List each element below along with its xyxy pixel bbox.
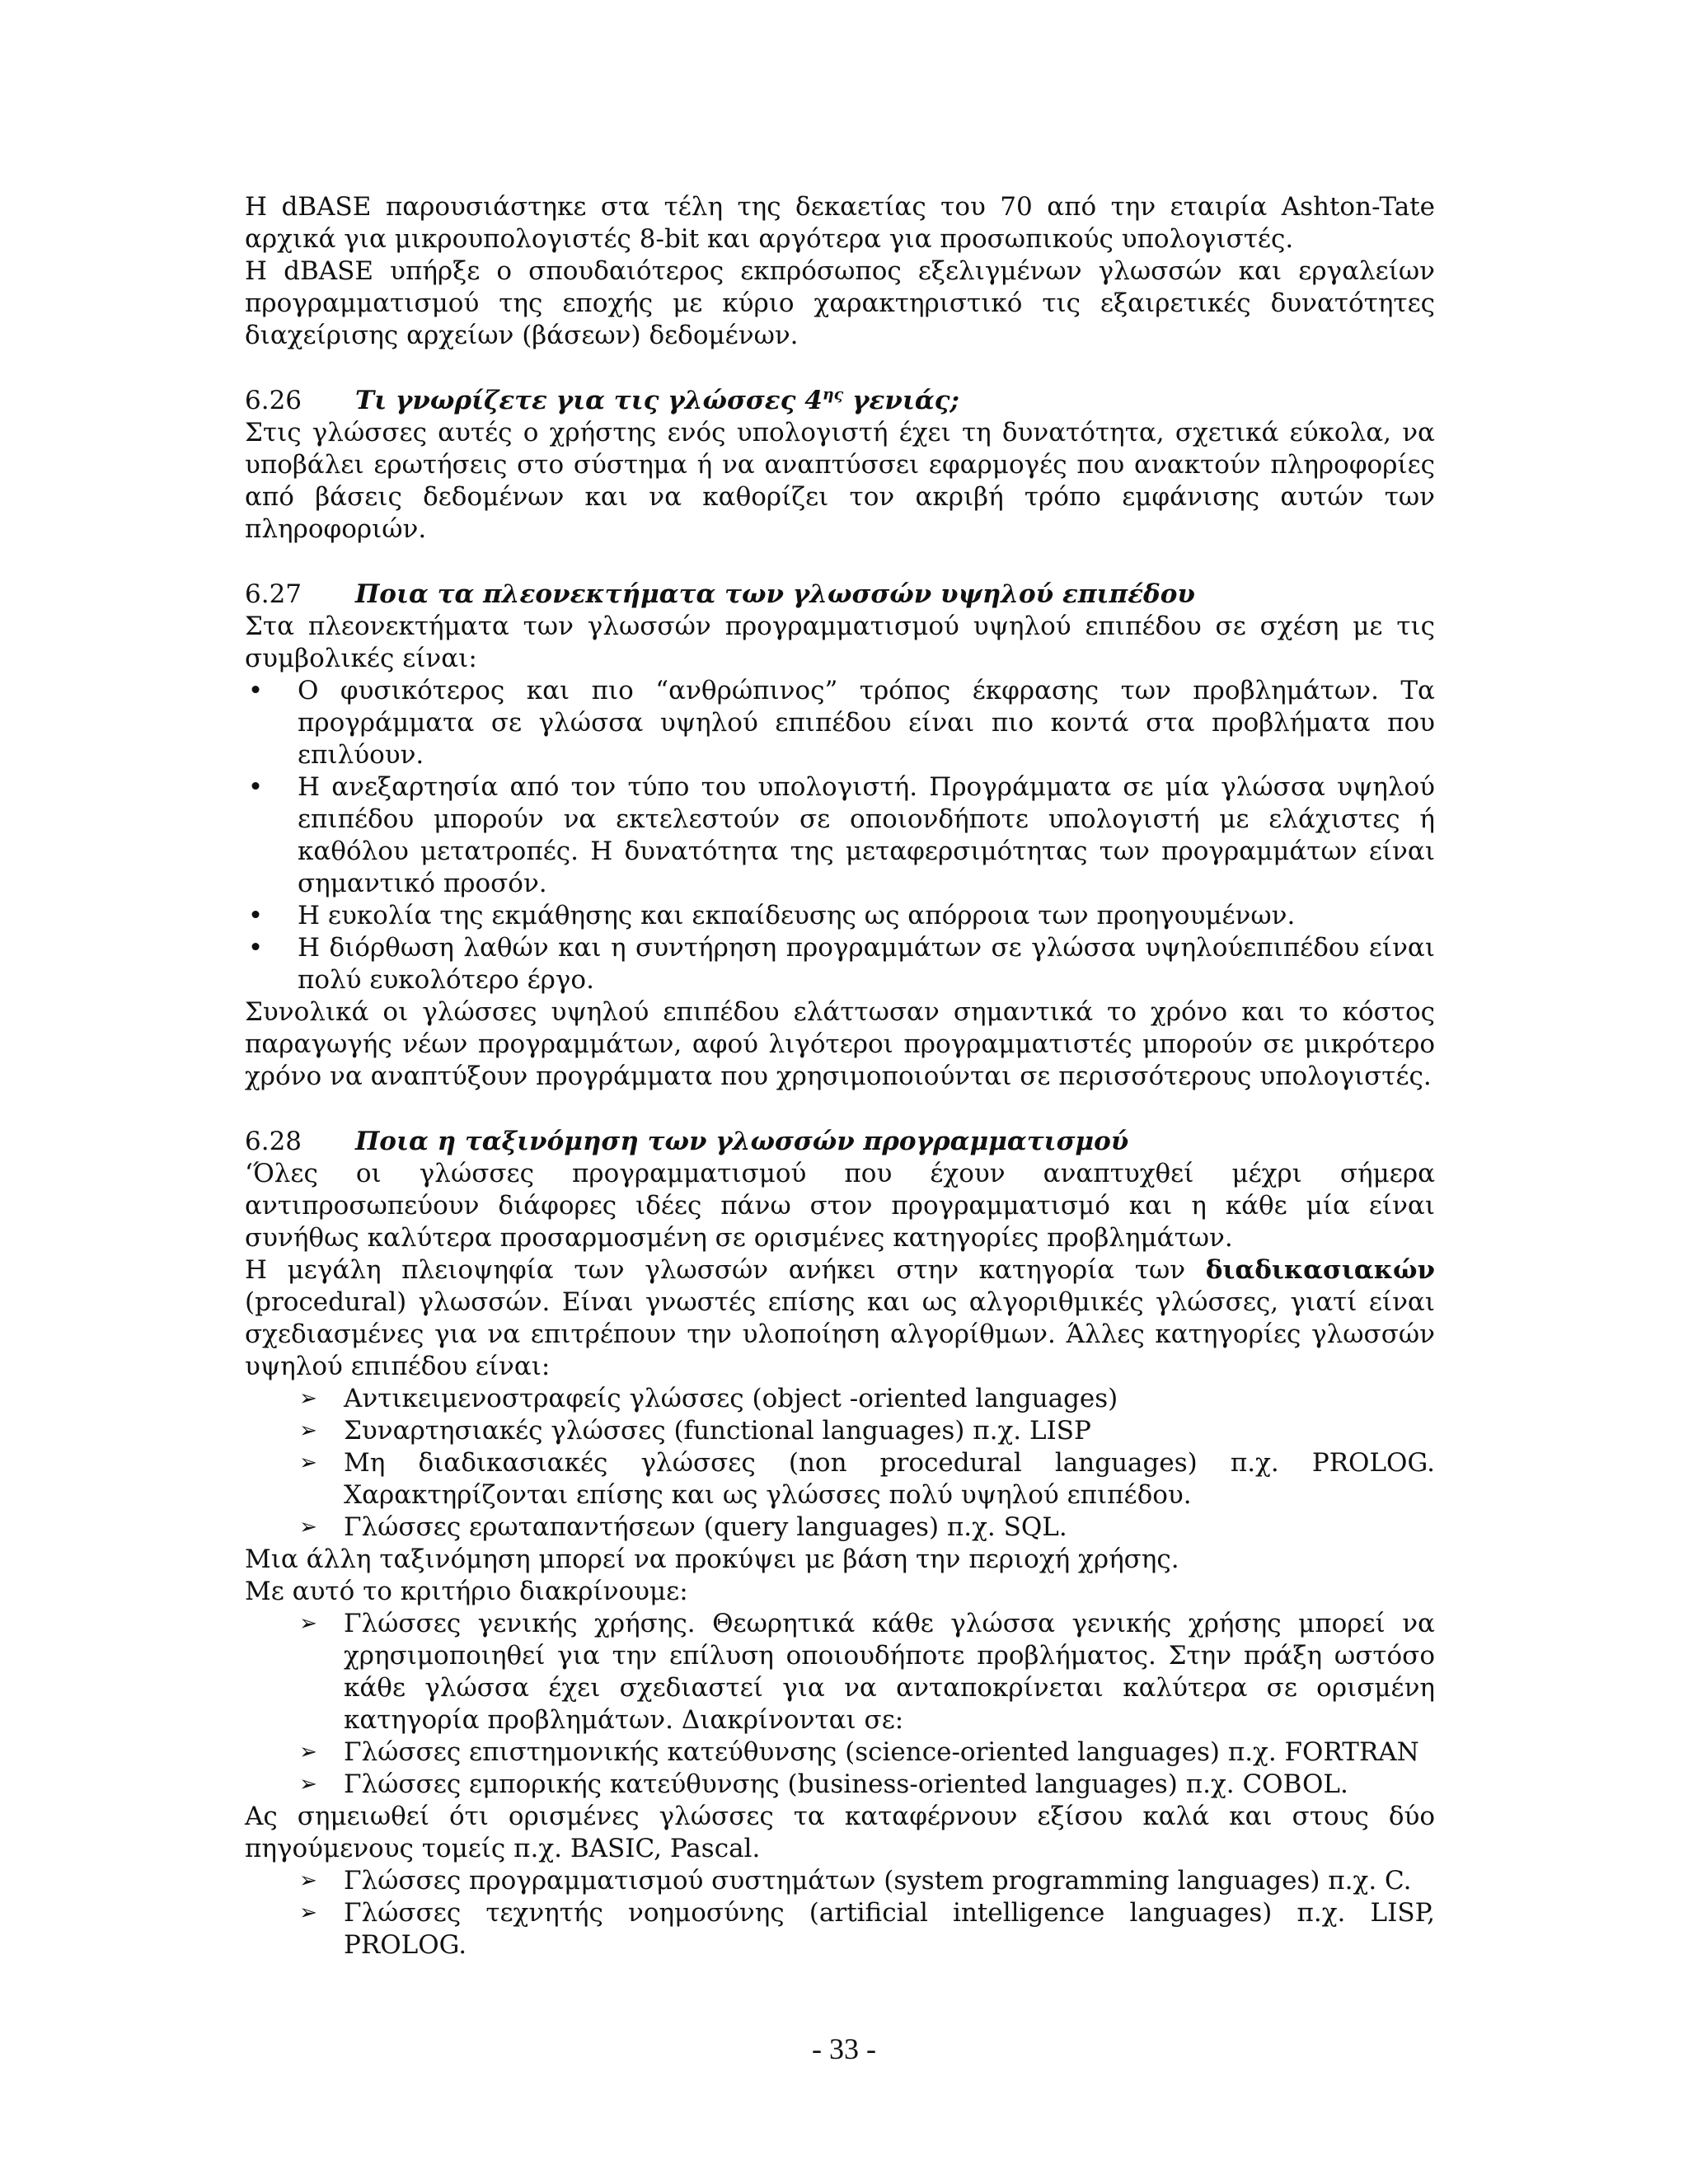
list-item-text: Γλώσσες γενικής χρήσης. Θεωρητικά κάθε γλώσσα γενικής χρήσης μπορεί να χρησιμοποιηθεί για την επίλυση οποιουδήποτε προβλήματος. Στην πράξη ωστόσο κάθε γλώσσα έχει σχεδιαστεί για να ανταποκρίνεται καλύτερα σε ορισμένη κατηγορία προβλημάτων. Διακρίνονται σε:	[344, 1609, 1435, 1735]
list-item-text: Η διόρθωση λαθών και η συντήρηση προγραμμάτων σε γλώσσα υψηλούεπιπέδου είναι πολύ ευκολότερο έργο.	[298, 933, 1435, 995]
list-item-text: Γλώσσες εμπορικής κατεύθυνσης (business-oriented languages) π.χ. COBOL.	[344, 1769, 1348, 1799]
section-6-27-heading	[245, 579, 1435, 611]
list-item-text: Ο φυσικότερος και πιο “ανθρώπινος” τρόπος έκφρασης των προβλημάτων. Τα προγράμματα σε γλώσσα υψηλού επιπέδου είναι πιο κοντά στα προβλήματα που επιλύουν.	[298, 676, 1435, 770]
section-6-28-paragraph-5: Ας σημειωθεί ότι ορισμένες γλώσσες τα καταφέρνουν εξίσου καλά και στους δύο πηγούμενους τομείς π.χ. BASIC, Pascal.	[245, 1802, 1435, 1863]
list-item-text: Γλώσσες τεχνητής νοημοσύνης (artificial intelligence languages) π.χ. LISP, PROLOG.	[344, 1898, 1435, 1960]
document-page	[245, 191, 1435, 1961]
section-title-superscript: ης	[822, 385, 844, 404]
language-categories-list	[296, 1383, 1435, 1544]
list-item-text: Συναρτησιακές γλώσσες (functional languages) π.χ. LISP	[344, 1416, 1091, 1446]
bold-term: διαδικασιακών	[1205, 1255, 1435, 1285]
section-title-part-1: Τι γνωρίζετε για τις γλώσσες 4	[355, 386, 823, 415]
list-item	[296, 1383, 1435, 1415]
list-item	[296, 1511, 1435, 1544]
section-gap	[245, 1093, 1435, 1126]
list-item-text: Αντικειμενοστραφείς γλώσσες (object -oriented languages)	[344, 1384, 1118, 1413]
arrow-bullet-icon: ➢	[299, 1900, 317, 1925]
section-6-28-paragraph-3: Μια άλλη ταξινόμηση μπορεί να προκύψει με βάση την περιοχή χρήσης.	[245, 1544, 1179, 1574]
section-title: Ποια η ταξινόμηση των γλωσσών προγραμματισμού	[355, 1127, 1129, 1156]
paragraph-text: Η μεγάλη πλειοψηφία των γλωσσών ανήκει στην κατηγορία των	[245, 1255, 1206, 1285]
section-6-26-body: Στις γλώσσες αυτές ο χρήστης ενός υπολογιστή έχει τη δυνατότητα, σχετικά εύκολα, να υποβάλει ερωτήσεις στο σύστημα ή να αναπτύσσει εφαρμογές που ανακτούν πληροφορίες από βάσεις δεδομένων και να καθορίζει τον ακριβή τρόπο εμφάνισης αυτών των πληροφοριών.	[245, 418, 1435, 544]
list-item	[245, 900, 1435, 932]
paragraph-text: (procedural) γλωσσών. Είναι γνωστές επίσης και ως αλγοριθμικές γλώσσες, γιατί είναι σχεδιασμένες για να επιτρέπουν την υλοποίηση αλγορίθμων. Άλλες κατηγορίες γλωσσών υψηλού επιπέδου είναι:	[245, 1287, 1435, 1381]
section-number: 6.27	[245, 579, 302, 609]
bullet-icon: •	[247, 676, 264, 705]
list-item-text: Η ανεξαρτησία από τον τύπο του υπολογιστή. Προγράμματα σε μία γλώσσα υψηλού επιπέδου μπορούν να εκτελεστούν σε οποιονδήποτε υπολογιστή με ελάχιστες ή καθόλου μετατροπές. Η δυνατότητα της μεταφερσιμότητας των προγραμμάτων είναι σημαντικό προσόν.	[298, 772, 1435, 898]
bullet-icon: •	[247, 933, 264, 963]
advantages-list	[245, 675, 1435, 996]
section-6-28-paragraph-2	[245, 1254, 1435, 1383]
bullet-icon: •	[247, 772, 264, 802]
list-item	[296, 1897, 1435, 1961]
section-6-26-heading	[245, 385, 1435, 417]
section-gap	[245, 546, 1435, 579]
section-number: 6.28	[245, 1127, 302, 1156]
section-title-part-2: γενιάς;	[843, 386, 960, 415]
arrow-bullet-icon: ➢	[299, 1740, 317, 1765]
list-item-text: Η ευκολία της εκμάθησης και εκπαίδευσης ως απόρροια των προηγουμένων.	[298, 901, 1296, 930]
arrow-bullet-icon: ➢	[299, 1772, 317, 1797]
usage-categories-list	[296, 1608, 1435, 1801]
section-6-28-heading	[245, 1126, 1435, 1158]
section-6-27-summary: Συνολικά οι γλώσσες υψηλού επιπέδου ελάττωσαν σημαντικά το χρόνο και το κόστος παραγωγής νέων προγραμμάτων, αφού λιγότεροι προγραμματιστές μπορούν σε μικρότερο χρόνο να αναπτύξουν προγράμματα που χρησιμοποιούνται σε περισσότερους υπολογιστές.	[245, 997, 1435, 1091]
list-item-text: Γλώσσες ερωταπαντήσεων (query languages) π.χ. SQL.	[344, 1512, 1067, 1542]
intro-paragraph-1: Η dBASE παρουσιάστηκε στα τέλη της δεκαετίας του 70 από την εταιρία Ashton-Tate αρχικά για μικρουπολογιστές 8-bit και αργότερα για προσωπικούς υπολογιστές.	[245, 192, 1435, 254]
section-title: Ποια τα πλεονεκτήματα των γλωσσών υψηλού επιπέδου	[355, 579, 1195, 609]
list-item	[296, 1736, 1435, 1769]
arrow-bullet-icon: ➢	[299, 1451, 317, 1475]
section-number: 6.26	[245, 386, 302, 415]
list-item	[296, 1447, 1435, 1511]
list-item	[245, 932, 1435, 996]
list-item	[245, 675, 1435, 771]
section-6-27-intro: Στα πλεονεκτήματα των γλωσσών προγραμματισμού υψηλού επιπέδου σε σχέση με τις συμβολικές είναι:	[245, 612, 1435, 673]
list-item	[296, 1608, 1435, 1736]
section-6-28-paragraph-4: Με αυτό το κριτήριο διακρίνουμε:	[245, 1577, 688, 1606]
list-item	[245, 771, 1435, 900]
arrow-bullet-icon: ➢	[299, 1418, 317, 1443]
arrow-bullet-icon: ➢	[299, 1515, 317, 1540]
arrow-bullet-icon: ➢	[299, 1386, 317, 1411]
list-item	[296, 1769, 1435, 1801]
list-item	[296, 1865, 1435, 1897]
page-number: - 33 -	[812, 2032, 876, 2065]
list-item-text: Μη διαδικασιακές γλώσσες (non procedural languages) π.χ. PROLOG. Χαρακτηρίζονται επίσης και ως γλώσσες πολύ υψηλού επιπέδου.	[344, 1448, 1435, 1510]
other-categories-list	[296, 1865, 1435, 1961]
arrow-bullet-icon: ➢	[299, 1611, 317, 1636]
bullet-icon: •	[247, 901, 264, 930]
list-item-text: Γλώσσες επιστημονικής κατεύθυνσης (science-oriented languages) π.χ. FORTRAN	[344, 1737, 1419, 1767]
list-item-text: Γλώσσες προγραμματισμού συστημάτων (system programming languages) π.χ. C.	[344, 1866, 1412, 1896]
section-title	[355, 385, 959, 417]
intro-paragraph-2: Η dBASE υπήρξε ο σπουδαιότερος εκπρόσωπος εξελιγμένων γλωσσών και εργαλείων προγραμματισμού της εποχής με κύριο χαρακτηριστικό τις εξαιρετικές δυνατότητες διαχείρισης αρχείων (βάσεων) δεδομένων.	[245, 256, 1435, 350]
section-6-28-paragraph-1: ‘Όλες οι γλώσσες προγραμματισμού που έχουν αναπτυχθεί μέχρι σήμερα αντιπροσωπεύουν διάφορες ιδέες πάνω στον προγραμματισμό και η κάθε μία είναι συνήθως καλύτερα προσαρμοσμένη σε ορισμένες κατηγορίες προβλημάτων.	[245, 1159, 1435, 1253]
list-item	[296, 1415, 1435, 1447]
arrow-bullet-icon: ➢	[299, 1868, 317, 1893]
section-gap	[245, 352, 1435, 385]
